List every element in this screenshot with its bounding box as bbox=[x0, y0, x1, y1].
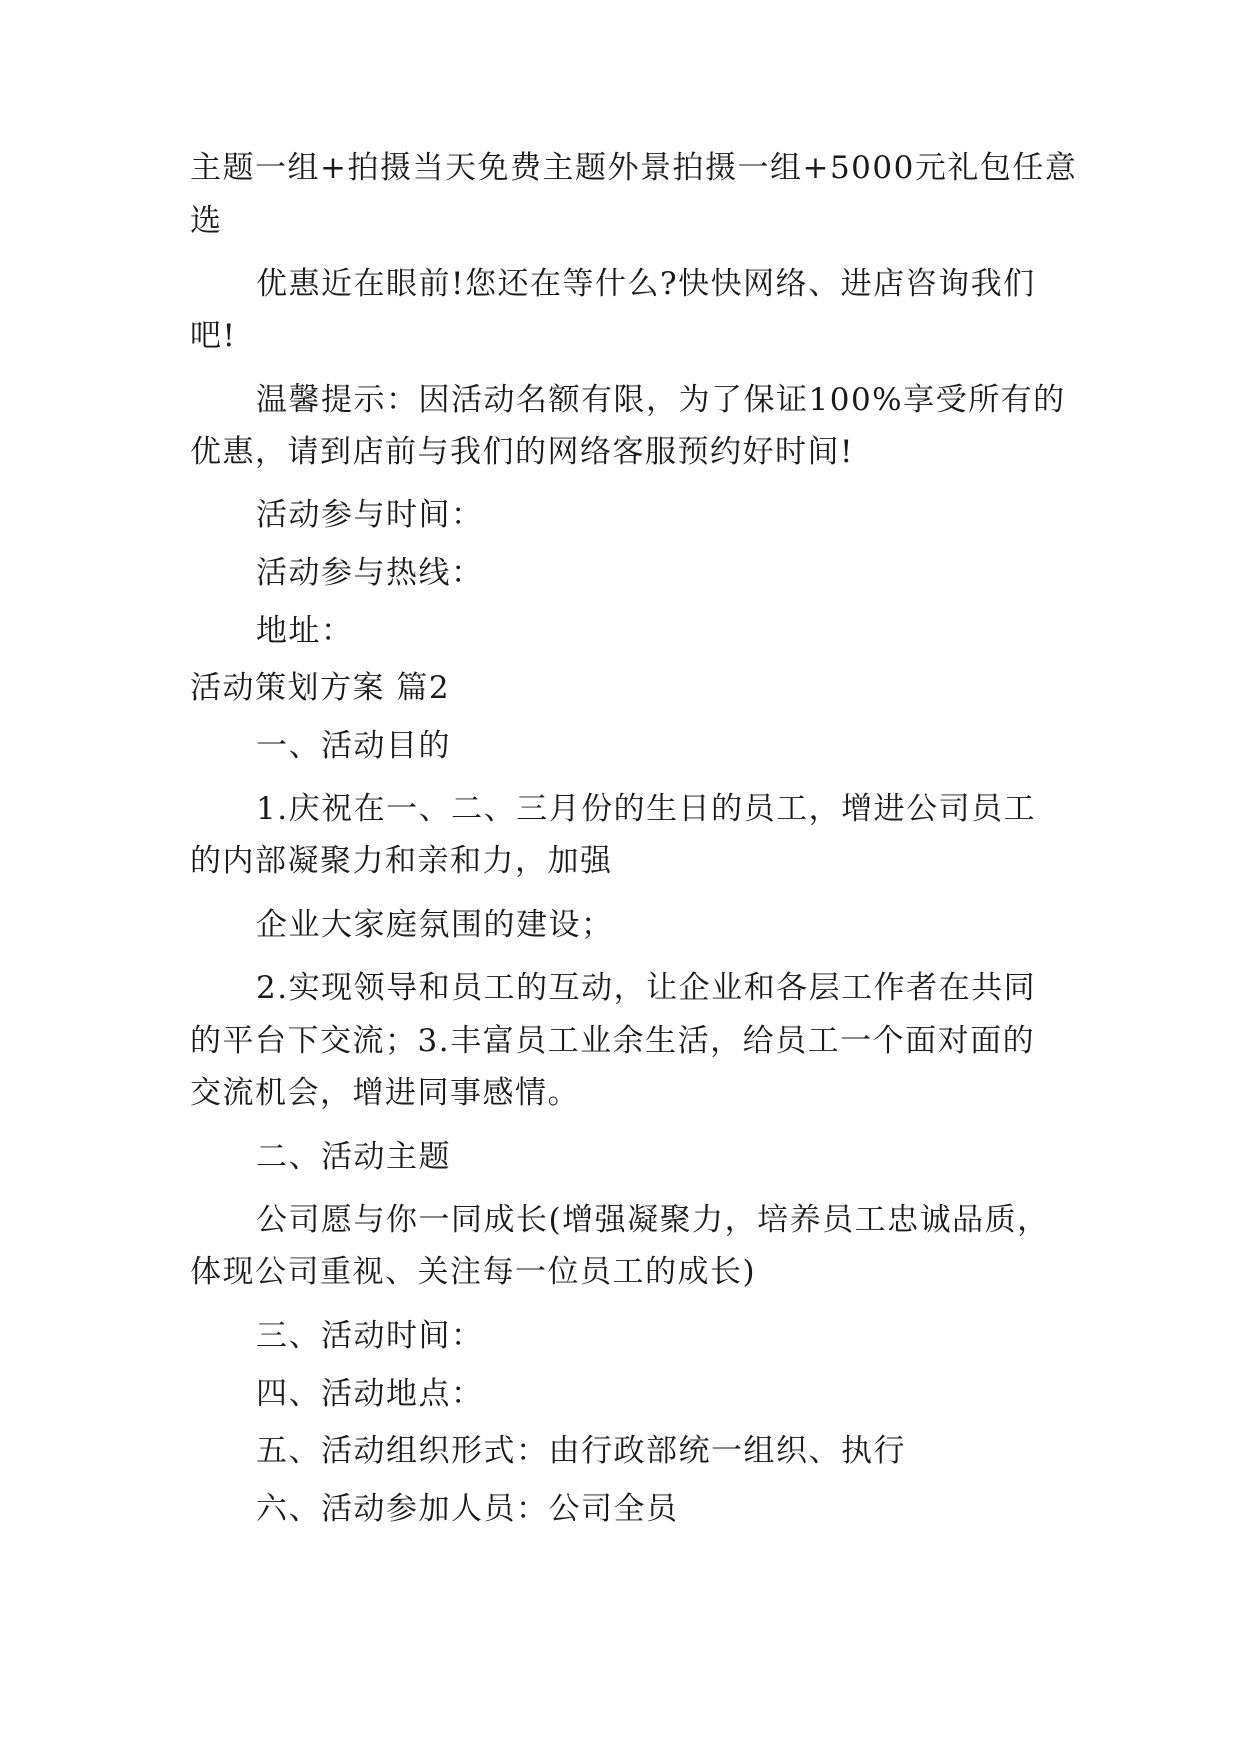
text-line: 一、活动目的 bbox=[256, 728, 451, 764]
text-line: 2.实现领导和员工的互动，让企业和各层工作者在共同 bbox=[256, 970, 1037, 1006]
text-line: 吧! bbox=[190, 318, 237, 354]
text-line: 优惠，请到店前与我们的网络客服预约好时间! bbox=[190, 434, 854, 470]
text-line: 六、活动参加人员：公司全员 bbox=[256, 1491, 679, 1527]
text-line: 三、活动时间： bbox=[256, 1318, 484, 1354]
text-line: 温馨提示：因活动名额有限，为了保证100%享受所有的 bbox=[256, 382, 1066, 418]
text-line: 选 bbox=[190, 203, 223, 239]
text-line: 二、活动主题 bbox=[256, 1139, 451, 1175]
text-line: 四、活动地点： bbox=[256, 1376, 484, 1412]
text-line: 活动参与热线： bbox=[256, 555, 484, 591]
section-heading: 活动策划方案 篇2 bbox=[190, 670, 451, 706]
text-line: 的平台下交流；3.丰富员工业余生活，给员工一个面对面的 bbox=[190, 1023, 1036, 1059]
text-line: 的内部凝聚力和亲和力，加强 bbox=[190, 843, 613, 879]
text-line: 优惠近在眼前!您还在等什么?快快网络、进店咨询我们 bbox=[256, 266, 1036, 302]
text-line: 五、活动组织形式：由行政部统一组织、执行 bbox=[256, 1433, 906, 1469]
text-line: 交流机会，增进同事感情。 bbox=[190, 1075, 580, 1111]
text-line: 1.庆祝在一、二、三月份的生日的员工，增进公司员工 bbox=[256, 791, 1037, 827]
text-line: 体现公司重视、关注每一位员工的成长) bbox=[190, 1254, 757, 1290]
text-line: 公司愿与你一同成长(增强凝聚力，培养员工忠诚品质， bbox=[256, 1202, 1050, 1238]
text-line: 企业大家庭氛围的建设； bbox=[256, 907, 614, 943]
text-line: 活动参与时间： bbox=[256, 497, 484, 533]
text-line: 地址： bbox=[256, 613, 354, 649]
text-line: 主题一组+拍摄当天免费主题外景拍摄一组+5000元礼包任意 bbox=[190, 150, 1078, 186]
